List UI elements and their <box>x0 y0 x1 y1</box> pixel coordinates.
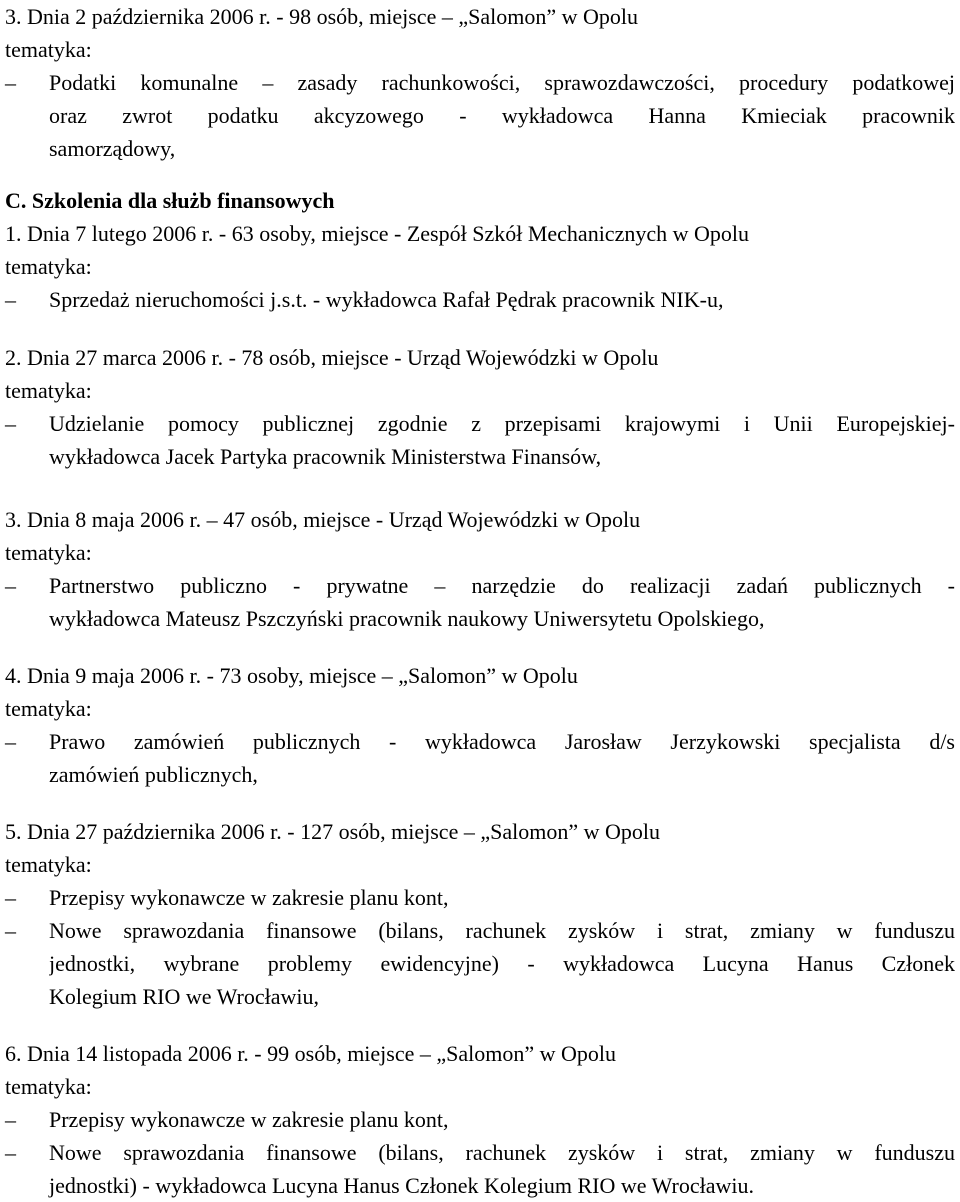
topic-label: tematyka: <box>5 254 92 279</box>
topic-label: tematyka: <box>5 540 92 565</box>
list-item: – Udzielanie pomocy publicznej zgodnie z przepisami krajowymi i Unii Europejskiej- wykładowca Jacek Partyka pracownik Ministerstwa Finansów, <box>5 407 955 473</box>
topic-label: tematyka: <box>5 37 92 62</box>
section-6-nov <box>5 1037 955 1202</box>
list-item: – Sprzedaż nieruchomości j.s.t. - wykładowca Rafał Pędrak pracownik NIK-u, <box>5 283 955 316</box>
list-item: – Podatki komunalne – zasady rachunkowości, sprawozdawczości, procedury podatkowej oraz zwrot podatku akcyzowego - wykładowca Hanna Kmieciak pracownik samorządowy, <box>5 66 955 165</box>
section-5-oct <box>5 815 955 1013</box>
dash-bullet-icon: – <box>5 287 16 312</box>
dash-bullet-icon: – <box>5 573 16 598</box>
section-3-may <box>5 503 955 635</box>
topic-label: tematyka: <box>5 696 92 721</box>
list-item: – Przepisy wykonawcze w zakresie planu kont, <box>5 1103 955 1136</box>
section-3-salomon-oct <box>5 0 955 165</box>
section-header: 3. Dnia 8 maja 2006 r. – 47 osób, miejsce - Urząd Wojewódzki w Opolu <box>5 507 641 532</box>
section-header: 1. Dnia 7 lutego 2006 r. - 63 osoby, miejsce - Zespół Szkół Mechanicznych w Opolu <box>5 221 749 246</box>
list-item: – Nowe sprawozdania finansowe (bilans, rachunek zysków i strat, zmiany w funduszu jednostki, wybrane problemy ewidencyjne) - wykładowca Lucyna Hanus Członek Kolegium RIO we Wrocławiu, <box>5 914 955 1013</box>
dash-bullet-icon: – <box>5 729 16 754</box>
section-header: 2. Dnia 27 marca 2006 r. - 78 osób, miejsce - Urząd Wojewódzki w Opolu <box>5 345 659 370</box>
topic-label: tematyka: <box>5 852 92 877</box>
dash-bullet-icon: – <box>5 70 16 95</box>
list-item: – Nowe sprawozdania finansowe (bilans, rachunek zysków i strat, zmiany w funduszu jednostki) - wykładowca Lucyna Hanus Członek Kolegium RIO we Wrocławiu. <box>5 1136 955 1202</box>
section-title: C. Szkolenia dla służb finansowych <box>5 188 335 213</box>
section-2-march <box>5 341 955 473</box>
list-item: – Przepisy wykonawcze w zakresie planu kont, <box>5 881 955 914</box>
dash-bullet-icon: – <box>5 918 16 943</box>
topic-label: tematyka: <box>5 378 92 403</box>
dash-bullet-icon: – <box>5 411 16 436</box>
section-header: 5. Dnia 27 października 2006 r. - 127 osób, miejsce – „Salomon” w Opolu <box>5 819 660 844</box>
section-header: 6. Dnia 14 listopada 2006 r. - 99 osób, miejsce – „Salomon” w Opolu <box>5 1041 617 1066</box>
dash-bullet-icon: – <box>5 885 16 910</box>
section-header: 3. Dnia 2 października 2006 r. - 98 osób, miejsce – „Salomon” w Opolu <box>5 4 638 29</box>
section-4-may <box>5 659 955 791</box>
section-header: 4. Dnia 9 maja 2006 r. - 73 osoby, miejsce – „Salomon” w Opolu <box>5 663 578 688</box>
list-item: – Prawo zamówień publicznych - wykładowca Jarosław Jerzykowski specjalista d/s zamówień publicznych, <box>5 725 955 791</box>
topic-label: tematyka: <box>5 1074 92 1099</box>
dash-bullet-icon: – <box>5 1140 16 1165</box>
dash-bullet-icon: – <box>5 1107 16 1132</box>
list-item: – Partnerstwo publiczno - prywatne – narzędzie do realizacji zadań publicznych - wykładowca Mateusz Pszczyński pracownik naukowy Uniwersytetu Opolskiego, <box>5 569 955 635</box>
section-c <box>5 184 955 316</box>
